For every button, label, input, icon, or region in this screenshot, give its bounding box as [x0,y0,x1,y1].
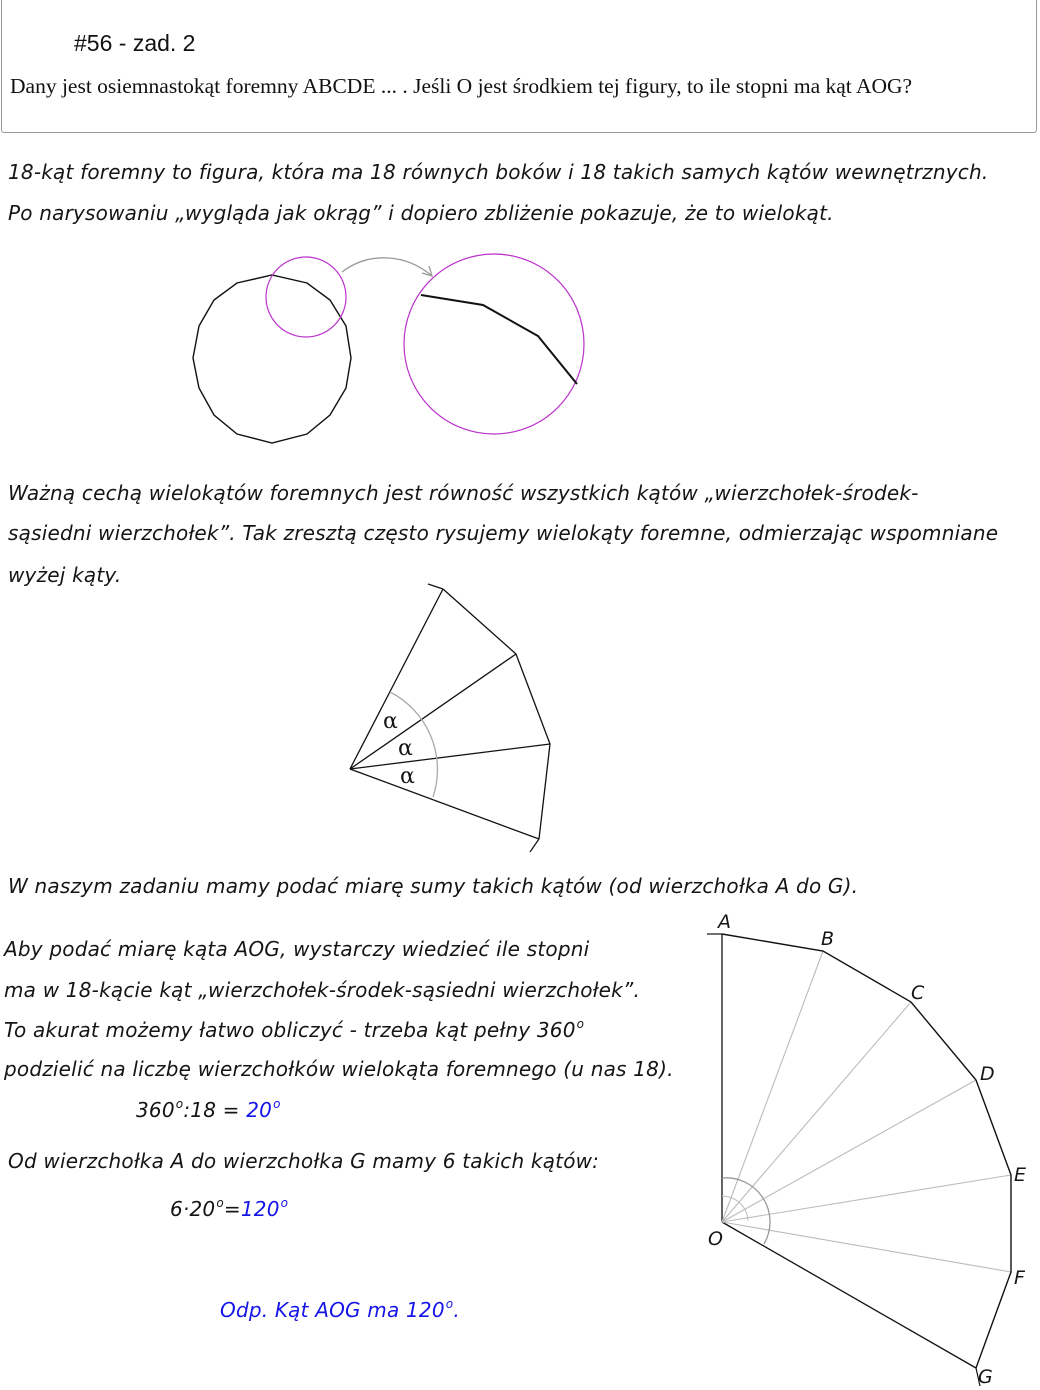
calc-multiplication-result: 120$^o$ [240,1196,289,1221]
task-line: W naszym zadaniu mamy podać miarę sumy takich kątów (od wierzchołka A do G). [8,874,859,898]
problem-number: #56 - zad. 2 [74,30,196,56]
calc-division: $360^o:18 = 20^o$ [136,1097,281,1122]
vertex-label-C: C [911,982,925,1004]
radius-OE [722,1175,1011,1222]
degree-sign: o [576,1017,585,1031]
problem-question: Dany jest osiemnastokąt foremny ABCDE ... . Jeśli O jest środkiem tej figury, to ile stopni ma kąt AOG? [10,74,913,98]
radius-OB [722,951,823,1222]
feature-line-2: sąsiedni wierzchołek”. Tak zresztą często rysujemy wielokąty foremne, odmierzając wspomniane [8,521,999,545]
vertex-label-O: O [708,1228,723,1250]
intro-line-2: Po narysowaniu „wygląda jak okrąg” i dopiero zbliżenie pokazuje, że to wielokąt. [8,201,834,225]
intro-line-1: 18-kąt foremny to figura, która ma 18 równych boków i 18 takich samych kątów wewnętrznych. [8,160,989,184]
calc-division-result: 20$^o$ [246,1097,281,1122]
radius-OD [722,1080,976,1222]
alpha-label: α [398,736,413,761]
vertex-label-D: D [980,1063,995,1085]
vertex-label-A: A [718,911,731,933]
polygon-edges [722,934,1011,1368]
vertex-label-B: B [821,928,835,950]
vertex-label-G: G [978,1366,993,1388]
explain-line-3: To akurat możemy łatwo obliczyć - trzeba kąt pełny 360$^o$ [4,1017,585,1042]
explain-line-4: podzielić na liczbę wierzchołków wielokąta foremnego (u nas 18). [4,1057,674,1081]
vertex-label-F: F [1014,1267,1025,1289]
feature-line-1: Ważną cechą wielokątów foremnych jest równość wszystkich kątów „wierzchołek-środek- [8,481,919,505]
calc-multiplication: $6\cdot 20^o=120^o$ [170,1196,289,1221]
explain-line-2: ma w 18-kącie kąt „wierzchołek-środek-sąsiedni wierzchołek”. [4,978,641,1002]
answer: Odp. Kąt AOG ma 120$^o$. [220,1297,460,1322]
alpha-label: α [383,709,398,734]
vertex-label-E: E [1014,1164,1027,1186]
steps-line: Od wierzchołka A do wierzchołka G mamy 6 takich kątów: [8,1149,600,1173]
feature-line-3: wyżej kąty. [8,563,122,587]
radius-OC [722,1002,911,1222]
alpha-label: α [400,764,415,789]
explain-line-1: Aby podać miarę kąta AOG, wystarczy wiedzieć ile stopni [4,937,590,961]
